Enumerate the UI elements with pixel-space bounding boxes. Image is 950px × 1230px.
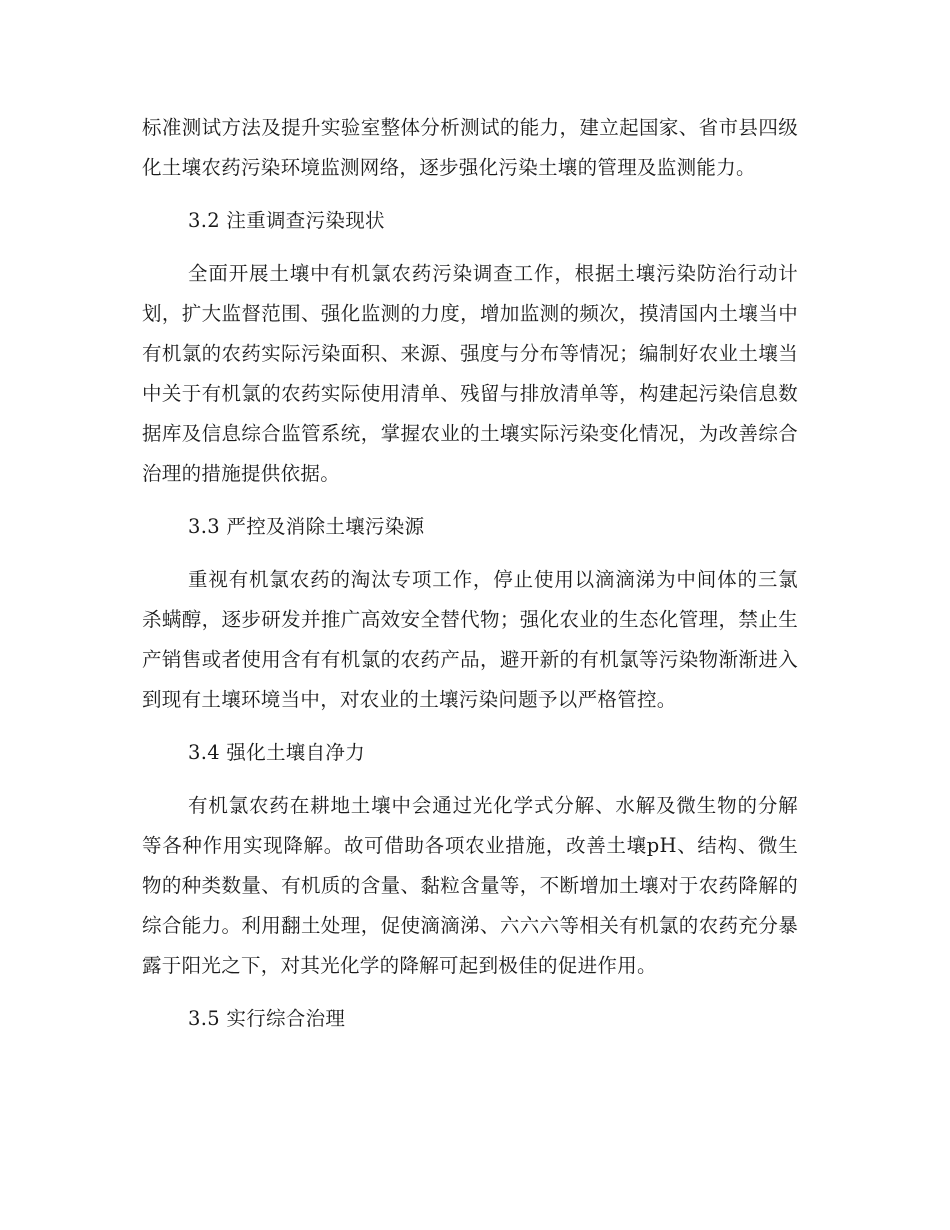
section-body-3-3: 重视有机氯农药的淘汰专项工作，停止使用以滴滴涕为中间体的三氯杀螨醇，逐步研发并推广高效安全替代物；强化农业的生态化管理，禁止生产销售或者使用含有有机氯的农药产品，避开新的有机氯等污染物渐渐进入到现有土壤环境当中，对农业的土壤污染问题予以严格管控。 (142, 568, 798, 711)
section-heading-3-5: 3.5 实行综合治理 (188, 1007, 346, 1030)
section-body-3-2: 全面开展土壤中有机氯农药污染调查工作，根据土壤污染防治行动计划，扩大监督范围、强化监测的力度，增加监测的频次，摸清国内土壤当中有机氯的农药实际污染面积、来源、强度与分布等情况；编制好农业土壤当中关于有机氯的农药实际使用清单、残留与排放清单等，构建起污染信息数据库及信息综合监管系统，掌握农业的土壤实际污染变化情况，为改善综合治理的措施提供依据。 (142, 262, 798, 485)
section-heading-3-4: 3.4 强化土壤自净力 (188, 741, 366, 764)
section-body-3-4: 有机氯农药在耕地土壤中会通过光化学式分解、水解及微生物的分解等各种作用实现降解。故可借助各项农业措施，改善土壤pH、结构、微生物的种类数量、有机质的含量、黏粒含量等，不断增加土壤对于农药降解的综合能力。利用翻土处理，促使滴滴涕、六六六等相关有机氯的农药充分暴露于阳光之下，对其光化学的降解可起到极佳的促进作用。 (142, 794, 798, 977)
document-page (142, 108, 798, 1039)
intro-paragraph: 标准测试方法及提升实验室整体分析测试的能力，建立起国家、省市县四级化土壤农药污染环境监测网络，逐步强化污染土壤的管理及监测能力。 (142, 116, 798, 179)
section-heading-3-2: 3.2 注重调查污染现状 (188, 209, 385, 232)
section-heading-3-3: 3.3 严控及消除土壤污染源 (188, 515, 425, 538)
